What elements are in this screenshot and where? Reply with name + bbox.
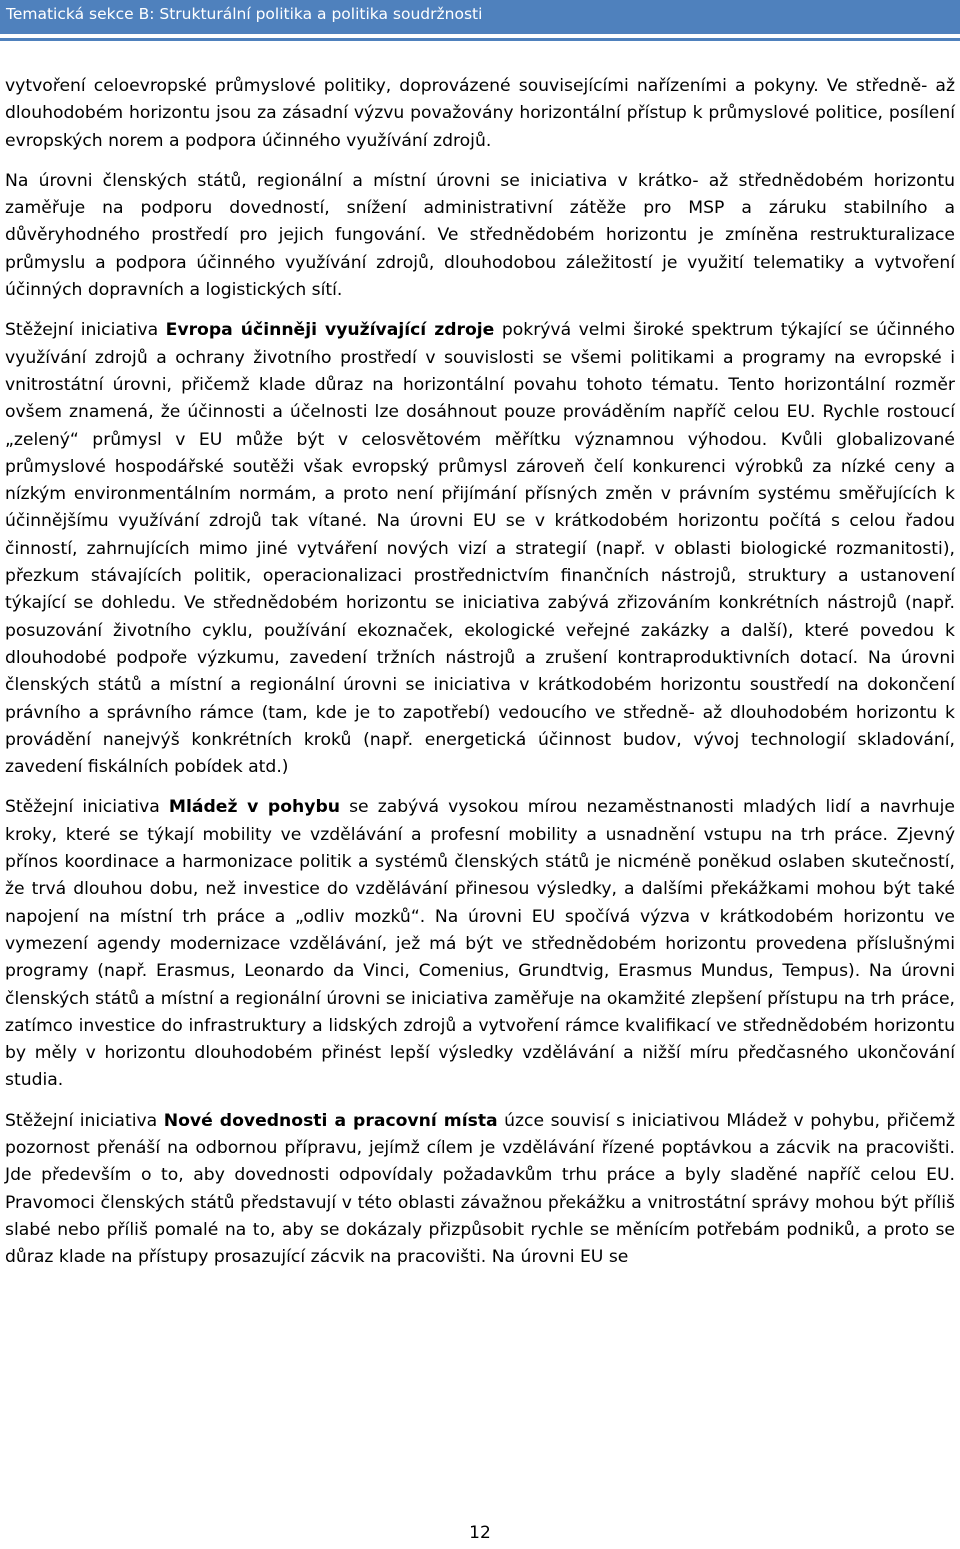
paragraph-lead-text: Stěžejní iniciativa (5, 797, 169, 818)
document-body (5, 73, 955, 1284)
paragraph-lead-text: Stěžejní iniciativa (5, 320, 166, 341)
paragraph-text: se zabývá vysokou mírou nezaměstnanosti mladých lidí a navrhuje kroky, které se týkají mobility ve vzdělávání a profesní mobility a usnadnění vstupu na trh práce. Zjevný přínos koordinace a harmonizace politik a systémů členských států je nicméně poněkud oslaben skutečností, že trvá dlouhou dobu, než investice do vzdělávání přinesou výsledky, a dalšími překážkami mohou být také napojení na místní trh práce a „odliv mozků“. Na úrovni EU spočívá výzva v krátkodobém horizontu ve vymezení agendy modernizace vzdělávání, jež má být ve střednědobém horizontu provedena příslušnými programy (např. Erasmus, Leonardo da Vinci, Comenius, Grundtvig, Erasmus Mundus, Tempus). Na úrovni členských států a místní a regionální úrovni se iniciativa zaměřuje na okamžité zlepšení přístupu na trh práce, zatímco investice do infrastruktury a lidských zdrojů a vytvoření rámce kvalifikací ve střednědobém horizontu by měly v horizontu dlouhodobém přinést lepší výsledky vzdělávání a nižší míru předčasného ukončování studia. (5, 797, 955, 1091)
initiative-name-bold: Mládež v pohybu (168, 797, 340, 818)
header-divider (0, 38, 960, 41)
section-header-title: Tematická sekce B: Strukturální politika a politika soudržnosti (6, 5, 483, 23)
paragraph-resource-efficient-europe (5, 317, 955, 781)
section-header (0, 0, 960, 34)
paragraph-text: úzce souvisí s iniciativou Mládež v pohybu, přičemž pozornost přenáší na odbornou přípravu, jejímž cílem je vzdělávání řízené poptávkou a zácvik na pracovišti. Jde především o to, aby dovednosti odpovídaly požadavkům trhu práce a byly sladěné napříč celou EU. Pravomoci členských států představují v této oblasti závažnou překážku a vnitrostátní správy mohou být příliš slabé nebo příliš pomalé na to, aby se dokázaly přizpůsobit rychle se měnícím potřebám podniků, a proto se důraz klade na přístupy prosazující zácvik na pracovišti. Na úrovni EU se (5, 1110, 955, 1268)
paragraph-text: Na úrovni členských států, regionální a místní úrovni se iniciativa v krátko- až střednědobém horizontu zaměřuje na podporu dovedností, snížení administrativní zátěže pro MSP a záruku stabilního a důvěryhodného prostředí pro jejich fungování. Ve střednědobém horizontu je zmíněna restrukturalizace průmyslu a podpora účinného využívání zdrojů, dlouhodobou záležitostí je využití telematiky a vytvoření účinných dopravních a logistických sítí. (5, 170, 955, 301)
page-number: 12 (469, 1523, 491, 1543)
paragraph-industrial-policy (5, 73, 955, 155)
paragraph-lead-text: Stěžejní iniciativa (5, 1110, 164, 1131)
paragraph-member-states (5, 168, 955, 304)
paragraph-new-skills-and-jobs (5, 1108, 955, 1272)
paragraph-text: vytvoření celoevropské průmyslové politiky, doprovázené souvisejícími nařízeními a pokyny. Ve středně- až dlouhodobém horizontu jsou za zásadní výzvu považovány horizontální přístup k průmyslové politice, posílení evropských norem a podpora účinného využívání zdrojů. (5, 76, 955, 151)
paragraph-text: pokrývá velmi široké spektrum týkající se účinného využívání zdrojů a ochrany životního prostředí v souvislosti se všemi politikami a programy na evropské i vnitrostátní úrovni, přičemž klade důraz na horizontální povahu tohoto tématu. Tento horizontální rozměr ovšem znamená, že účinnosti a účelnosti lze dosáhnout pouze prováděním napříč celou EU. Rychle rostoucí „zelený“ průmysl v EU může být v celosvětovém měřítku významnou výhodou. Kvůli globalizované průmyslové hospodářské soutěži však evropský průmysl zároveň čelí konkurenci výrobků za nízké ceny a nízkým environmentálním normám, a proto není přijímání přísných změn v právním systému směřujících k účinnějšímu využívání zdrojů tak vítané. Na úrovni EU se v krátkodobém horizontu počítá s celou řadou činností, zahrnujících mimo jiné vytváření nových vizí a strategií (např. v oblasti biologické rozmanitosti), přezkum stávajících politik, operacionalizaci prostřednictvím finančních nástrojů, struktury a ustanovení týkající se dohledu. Ve střednědobém horizontu se iniciativa zabývá zřizováním konkrétních nástrojů (např. posuzování životního cyklu, používání ekoznaček, ekologické veřejné zakázky a další), které povedou k dlouhodobé podpoře výzkumu, zavedení tržních nástrojů a zrušení kontraproduktivních dotací. Na úrovni členských států a místní a regionální úrovni se iniciativa v krátkodobém horizontu soustředí na dokončení právního a správního rámce (tam, kde je to zapotřebí) vedoucího ve středně- až dlouhodobém horizontu k provádění nanejvýš konkrétních kroků (např. energetická účinnost budov, vývoj technologií skladování, zavedení fiskálních pobídek atd.) (5, 320, 956, 778)
initiative-name-bold: Evropa účinněji využívající zdroje (165, 320, 495, 341)
initiative-name-bold: Nové dovednosti a pracovní místa (163, 1110, 498, 1131)
paragraph-youth-on-the-move (5, 794, 955, 1094)
